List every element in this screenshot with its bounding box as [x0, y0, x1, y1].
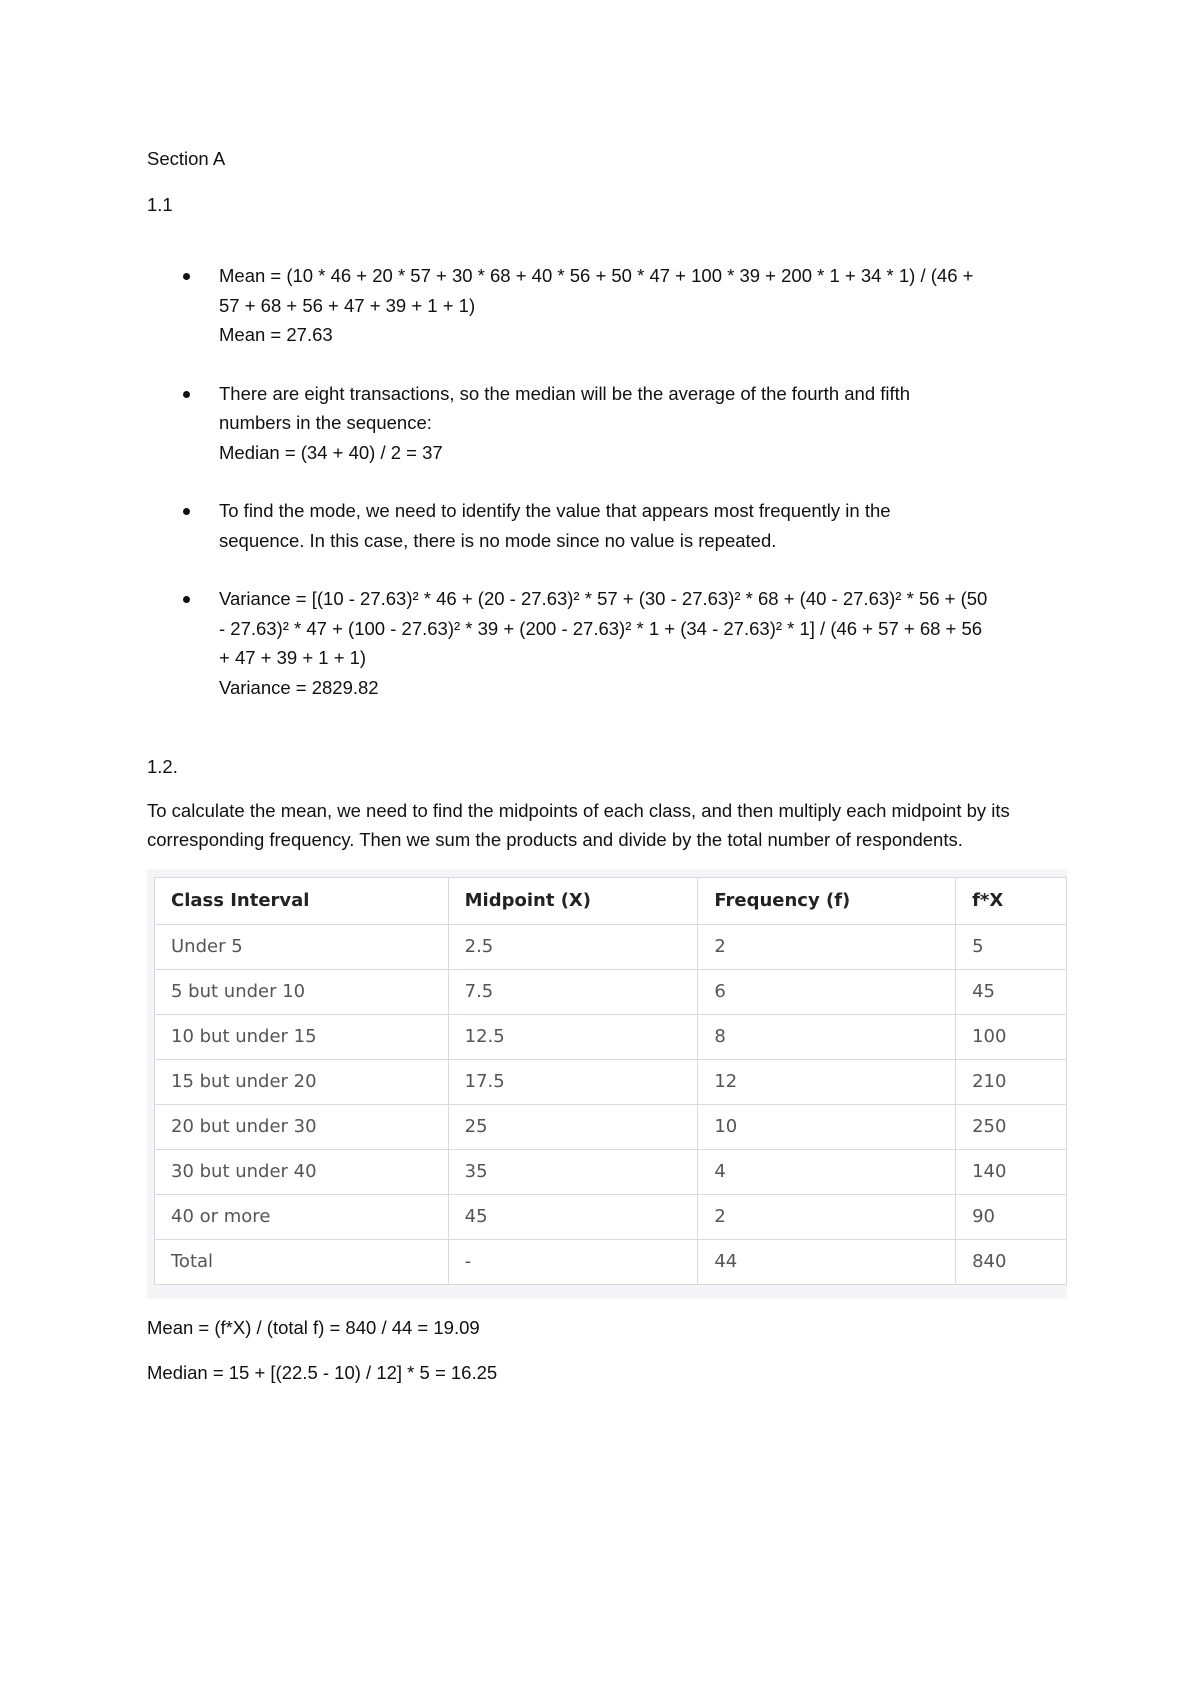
cell-frequency: 44: [698, 1239, 956, 1284]
table-row: [155, 1194, 1067, 1239]
document-page: [147, 144, 1067, 1388]
bullet-dot-icon: [183, 273, 190, 280]
header-frequency: Frequency (f): [698, 877, 956, 924]
cell-frequency: 10: [698, 1104, 956, 1149]
cell-class-interval: 30 but under 40: [155, 1149, 449, 1194]
table-row: [155, 1104, 1067, 1149]
question-1-1-list: [147, 261, 1067, 702]
table-row: [155, 1149, 1067, 1194]
cell-frequency: 2: [698, 924, 956, 969]
cell-frequency: 12: [698, 1059, 956, 1104]
cell-midpoint: 17.5: [448, 1059, 698, 1104]
table-total-row: [155, 1239, 1067, 1284]
cell-fx: 250: [956, 1104, 1067, 1149]
cell-class-interval: 20 but under 30: [155, 1104, 449, 1149]
cell-class-interval: 15 but under 20: [155, 1059, 449, 1104]
bullet-line: Mean = 27.63: [219, 324, 333, 345]
bullet-line: - 27.63)² * 47 + (100 - 27.63)² * 39 + (200 - 27.63)² * 1 + (34 - 27.63)² * 1] / (46 + 57 + 68 + 56: [219, 617, 983, 639]
header-class-interval: Class Interval: [155, 877, 449, 924]
cell-fx: 840: [956, 1239, 1067, 1284]
question-1-2-heading: 1.2.: [147, 756, 178, 777]
cell-midpoint: 12.5: [448, 1014, 698, 1059]
cell-midpoint: 25: [448, 1104, 698, 1149]
cell-frequency: 8: [698, 1014, 956, 1059]
bullet-line: Variance = [(10 - 27.63)² * 46 + (20 - 27.63)² * 57 + (30 - 27.63)² * 68 + (40 - 27.63)² * 56 + (50: [219, 588, 988, 609]
cell-fx: 210: [956, 1059, 1067, 1104]
bullet-line: 57 + 68 + 56 + 47 + 39 + 1 + 1): [219, 294, 476, 316]
bullet-line: sequence. In this case, there is no mode since no value is repeated.: [219, 529, 777, 551]
bullet-line: To find the mode, we need to identify the value that appears most frequently in the: [219, 500, 891, 521]
bullet-line: There are eight transactions, so the median will be the average of the fourth and fifth: [219, 382, 911, 404]
bullet-dot-icon: [183, 391, 190, 398]
section-title: Section A: [147, 148, 226, 169]
table-row: [155, 1014, 1067, 1059]
cell-fx: 90: [956, 1194, 1067, 1239]
cell-fx: 140: [956, 1149, 1067, 1194]
median-bullet: [147, 379, 1067, 468]
cell-frequency: 2: [698, 1194, 956, 1239]
cell-midpoint: 7.5: [448, 969, 698, 1014]
grouped-mean-result: Mean = (f*X) / (total f) = 840 / 44 = 19.09: [147, 1316, 480, 1338]
bullet-line: Mean = (10 * 46 + 20 * 57 + 30 * 68 + 40 * 56 + 50 * 47 + 100 * 39 + 200 * 1 + 34 * 1) / (46 +: [219, 265, 974, 286]
mode-bullet: [147, 496, 1067, 555]
cell-class-interval: 5 but under 10: [155, 969, 449, 1014]
table-row: [155, 1059, 1067, 1104]
cell-fx: 100: [956, 1014, 1067, 1059]
grouped-median-result: Median = 15 + [(22.5 - 10) / 12] * 5 = 16.25: [147, 1362, 498, 1383]
bullet-line: + 47 + 39 + 1 + 1): [219, 647, 367, 668]
table-row: [155, 924, 1067, 969]
cell-fx: 5: [956, 924, 1067, 969]
mean-bullet: [147, 261, 1067, 350]
table-header-row: [155, 877, 1067, 924]
bullet-dot-icon: [183, 596, 190, 603]
header-fx: f*X: [956, 877, 1067, 924]
cell-class-interval: 10 but under 15: [155, 1014, 449, 1059]
cell-class-interval: Total: [155, 1239, 449, 1284]
bullet-dot-icon: [183, 508, 190, 515]
question-1-2-intro: To calculate the mean, we need to find the midpoints of each class, and then multiply each midpoint by its corresponding frequency. Then we sum the products and divide by the total number of respondents.: [147, 799, 1010, 850]
cell-frequency: 4: [698, 1149, 956, 1194]
bullet-line: Median = (34 + 40) / 2 = 37: [219, 441, 443, 463]
cell-midpoint: 45: [448, 1194, 698, 1239]
bullet-line: numbers in the sequence:: [219, 412, 432, 433]
frequency-table: [154, 877, 1067, 1285]
cell-fx: 45: [956, 969, 1067, 1014]
frequency-table-container: [147, 869, 1067, 1299]
cell-frequency: 6: [698, 969, 956, 1014]
question-1-1-heading: 1.1: [147, 193, 173, 215]
cell-midpoint: 35: [448, 1149, 698, 1194]
header-midpoint: Midpoint (X): [448, 877, 698, 924]
cell-class-interval: Under 5: [155, 924, 449, 969]
cell-class-interval: 40 or more: [155, 1194, 449, 1239]
cell-midpoint: 2.5: [448, 924, 698, 969]
variance-bullet: [147, 584, 1067, 702]
cell-midpoint: -: [448, 1239, 698, 1284]
bullet-line: Variance = 2829.82: [219, 676, 379, 698]
table-row: [155, 969, 1067, 1014]
